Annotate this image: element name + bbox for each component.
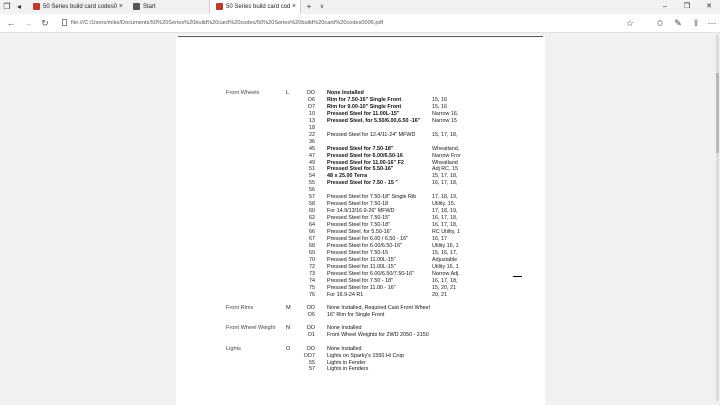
option-models: Utility 16, 1 [432, 242, 459, 249]
option-models: 16, 17, 18, [432, 180, 458, 187]
option-code: 72 [309, 263, 315, 270]
option-code: 70 [309, 256, 315, 263]
option-description: Pressed Steel for 6.00/6.50/7.50-16" [327, 270, 415, 277]
option-description: Pressed Steel for 7.50-15" [327, 215, 391, 222]
option-code: 22 [309, 131, 315, 138]
option-description: Pressed Steel for 11.00 - 16" [327, 284, 396, 291]
option-description: Pressed Steel for 7.50-18" [327, 145, 394, 152]
option-models: Narrow Fror [432, 152, 461, 159]
table-row [176, 187, 545, 194]
tab-list-button[interactable]: ∨ [319, 4, 325, 10]
option-description: None Installed [327, 346, 362, 352]
option-models: Utility 16, 1 [432, 263, 459, 270]
table-row [176, 90, 545, 97]
option-code: 10 [309, 110, 315, 117]
section-code: N [286, 325, 291, 331]
option-description: Pressed Steel for 11.00-16" F2 [327, 159, 404, 166]
table-row [176, 325, 545, 332]
option-description: Pressed Steel for 11.00L-15" [327, 256, 396, 263]
option-description: Lights in Fender [327, 359, 366, 366]
option-code: 51 [309, 166, 315, 173]
option-code: 55 [309, 180, 315, 187]
table-row [176, 332, 545, 339]
section-label-front-wheel-weight: Front Wheel Weight [226, 325, 276, 331]
option-description: Pressed Steel for 5.50-16" [327, 166, 394, 173]
table-row [176, 166, 545, 173]
tab-title: Start [143, 4, 156, 10]
option-code: 60 [309, 208, 315, 215]
option-code: 69 [309, 249, 315, 256]
table-row [176, 146, 545, 153]
table-row [176, 285, 545, 292]
option-models: Adj RC, 15 [432, 166, 459, 173]
section-label-lights: Lights [226, 346, 241, 352]
share-icon[interactable]: ⇪ [692, 18, 700, 28]
tab-back-icon[interactable]: ◂ [16, 2, 21, 11]
option-code: 54 [309, 173, 315, 180]
option-code: O6 [307, 96, 315, 103]
option-code: 56 [309, 187, 315, 194]
option-code: OO [306, 325, 315, 331]
option-models: Wheatland, [432, 145, 460, 152]
pdf-viewer[interactable] [0, 33, 720, 405]
option-code: 62 [309, 215, 315, 222]
option-code: 18 [309, 124, 315, 131]
option-code: O1 [307, 332, 315, 339]
option-description: Rim for 7.50-16" Single Front [327, 96, 402, 103]
window-close-icon[interactable]: ✕ [706, 3, 712, 10]
option-models: 15, 17, 18, [432, 131, 458, 138]
page-scan-edge [178, 36, 543, 37]
option-description: Lights in Fenders [327, 366, 369, 373]
close-icon[interactable]: × [291, 3, 296, 10]
option-code: 49 [309, 159, 315, 166]
option-code: 74 [309, 277, 315, 284]
table-row [176, 292, 545, 299]
option-code: 73 [309, 270, 315, 277]
tab-actions-icon[interactable]: ❐ [3, 2, 11, 11]
option-models: 16, 17, 18, [432, 222, 458, 229]
option-description: For 14.9/13/16.9-26" MFWD [327, 208, 395, 215]
table-row [176, 201, 545, 208]
option-code: OO [306, 90, 315, 96]
start-icon [133, 3, 140, 10]
section-label-front-wheels: Front Wheels [226, 90, 260, 96]
option-description: Lights on Sparky's 1550 Hi Crop [327, 352, 405, 359]
url-text[interactable]: file:///C:/Users/mike/Documents/50%20Series%20build%20card%20codes/50%20Series%20build%20card%20codes0006.pdf [71, 20, 384, 26]
option-models: 15, 16 [432, 103, 447, 110]
option-description: Pressed Steel for 6.00 / 6.50 - 16" [327, 235, 409, 242]
option-models: Wheatland [432, 159, 458, 166]
pdf-page [176, 35, 545, 405]
close-icon[interactable]: × [118, 3, 123, 10]
option-models: Adjustable [432, 256, 458, 263]
tab-start[interactable] [127, 0, 209, 14]
option-models: Utility, 15, [432, 201, 456, 208]
notes-pen-icon[interactable]: ✎ [674, 18, 682, 28]
table-row [176, 208, 545, 215]
table-row [176, 229, 545, 236]
table-row [176, 278, 545, 285]
restore-icon[interactable]: ❐ [683, 3, 691, 10]
option-description: Pressed Steel for 7.50-18" Single Rib [327, 194, 417, 201]
tab-title: 50 Series build card codes0 [43, 4, 118, 10]
option-models: Narrow 16, [432, 110, 459, 117]
table-row [176, 250, 545, 257]
option-description: Pressed Steel for 7.50-18 [327, 201, 389, 208]
table-row [176, 97, 545, 104]
option-models: 15, 20, 21 [432, 284, 456, 291]
option-code: 55 [309, 359, 315, 366]
option-code: O6 [307, 312, 315, 319]
table-row [176, 104, 545, 111]
table-row [176, 366, 545, 373]
option-description: Pressed Steel for 6.00/6.50-16 [327, 152, 403, 159]
forward-arrow-icon[interactable]: → [23, 18, 33, 28]
option-code: 66 [309, 229, 315, 235]
option-code: 47 [309, 152, 315, 159]
table-row [176, 215, 545, 222]
table-row [176, 243, 545, 250]
option-code: 68 [309, 242, 315, 249]
tab-strip [0, 0, 720, 14]
tab-title: 50 Series build card cod [226, 4, 291, 10]
option-description: For 16.9-24 R1 [327, 291, 364, 298]
option-description: Front Wheel Weights for 2WD 2050 - 2150 [327, 332, 429, 339]
url-field[interactable] [62, 16, 632, 30]
option-code: 58 [309, 201, 315, 208]
new-tab-button[interactable]: + [306, 2, 312, 11]
option-code: 57 [309, 194, 315, 201]
option-code: OO [306, 305, 315, 311]
option-description: Pressed Steel for 7.50 - 18" [327, 277, 394, 284]
option-code: OO7 [303, 352, 315, 359]
section-code: L [286, 90, 290, 96]
option-description: Pressed Steel for 7.50-18" [327, 222, 391, 229]
table-row [176, 222, 545, 229]
option-description: Pressed Steel for 7.50 - 15 " [327, 180, 398, 187]
favorites-list-icon[interactable]: ✩ [656, 18, 664, 28]
option-models: 15, 16 [432, 96, 447, 103]
option-code: 13 [309, 117, 315, 124]
option-description: None Installed [327, 325, 362, 331]
refresh-icon[interactable]: ↻ [41, 18, 49, 28]
option-models: 16, 17 [432, 235, 447, 242]
option-models: 15, 16, 17, [432, 249, 458, 256]
option-description: None Installed, Required Cast Front Wheel [327, 305, 430, 311]
option-description: Pressed Steel for 11.00L-15" [327, 263, 396, 270]
option-description: None Installed [327, 90, 364, 96]
option-models: 17, 18, 19, [432, 208, 458, 215]
option-description: Pressed Steel for 7.50-15 [327, 249, 389, 256]
table-row [176, 118, 545, 125]
option-description: Pressed Steel for 12.4/11-24" MFWD [327, 131, 416, 138]
option-models: 16, 17, 18, [432, 277, 458, 284]
scan-mark [513, 276, 522, 277]
favorite-star-icon[interactable]: ☆ [625, 18, 635, 28]
scrollbar-thumb[interactable] [716, 73, 719, 153]
table-row [176, 305, 545, 312]
option-models: 15, 17, 18, [432, 173, 458, 180]
table-row [176, 139, 545, 146]
pdf-icon [33, 3, 40, 10]
option-description: Pressed Steel for 11.00L-15" [327, 110, 400, 117]
minimize-icon[interactable]: – [663, 3, 667, 10]
table-row [176, 271, 545, 278]
pdf-icon [216, 3, 223, 10]
table-row [176, 173, 545, 180]
option-code: 76 [309, 291, 315, 298]
table-row [176, 111, 545, 118]
tab-build-card-active[interactable] [209, 0, 301, 14]
more-menu-icon[interactable]: ⋯ [707, 18, 717, 28]
table-row [176, 153, 545, 160]
table-row [176, 312, 545, 319]
table-row [176, 236, 545, 243]
option-models: 17, 18, 19, [432, 194, 458, 201]
option-description: Pressed Steel, for 5.50/6.00,6.50 -16" [327, 117, 421, 124]
option-description: Rim for 9.00-10" Single Front [327, 103, 402, 110]
option-code: 64 [309, 222, 315, 229]
table-row [176, 160, 545, 167]
option-description: Pressed Steel, for 5.50-16" [327, 229, 392, 235]
table-row [176, 257, 545, 264]
table-row [176, 194, 545, 201]
option-models: Narrow 15 [432, 117, 457, 124]
option-description: 16" Rim for Single Front [327, 312, 385, 319]
option-description: Pressed Steel for 6.00/6.50-16" [327, 242, 403, 249]
section-code: O [286, 346, 291, 352]
back-arrow-icon[interactable]: ← [6, 18, 16, 28]
option-code: 45 [309, 145, 315, 152]
table-row [176, 125, 545, 132]
file-icon [62, 19, 67, 26]
option-models: Narrow Adj. [432, 270, 460, 277]
option-code: 57 [309, 366, 315, 373]
table-row [176, 264, 545, 271]
option-models: 16, 17, 18, [432, 215, 458, 222]
option-code: 75 [309, 284, 315, 291]
table-row [176, 132, 545, 139]
tab-build-card-1[interactable] [27, 0, 127, 14]
option-code: 67 [309, 235, 315, 242]
address-bar [0, 14, 720, 33]
option-code: 36 [309, 138, 315, 145]
table-row [176, 180, 545, 187]
section-label-front-rims: Front Rims [226, 305, 254, 311]
option-code: OO [306, 346, 315, 352]
option-models: 20, 21 [432, 291, 447, 298]
section-code: M [286, 305, 291, 311]
option-description: 48 x 25.00 Terra [327, 173, 368, 180]
option-code: O7 [307, 103, 315, 110]
option-models: RC Utility, 1 [432, 229, 461, 235]
